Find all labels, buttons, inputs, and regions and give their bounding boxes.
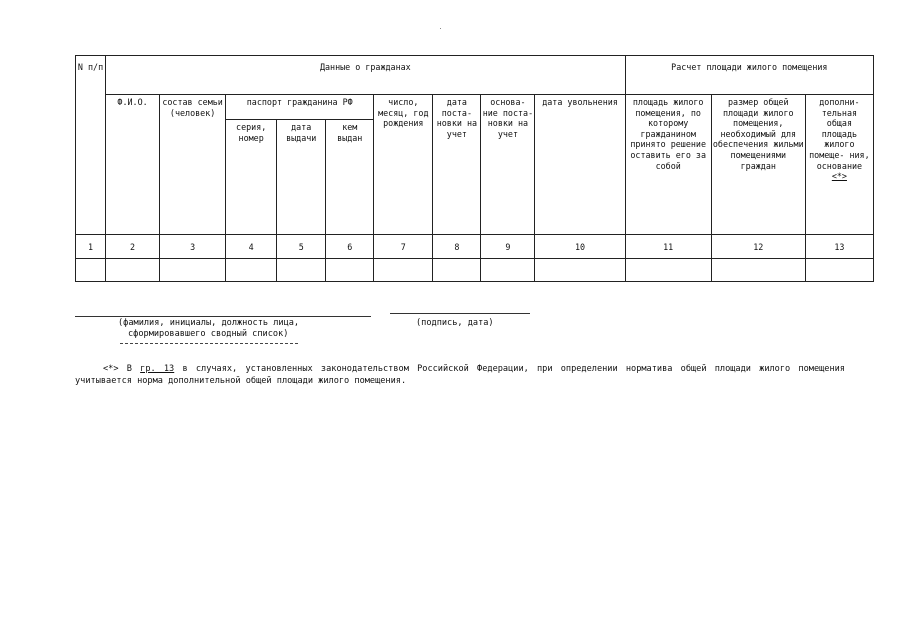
column-number: 10: [535, 235, 625, 259]
empty-cell: [106, 259, 160, 282]
header-row-1: [76, 56, 874, 95]
column-number: 13: [805, 235, 873, 259]
empty-cell: [374, 259, 433, 282]
empty-cell: [277, 259, 326, 282]
header-area-total: размер общей площади жилого помещения, необходимый для обеспечения жильми помещениями граждан: [711, 95, 805, 235]
footnote-marker: <*> В: [103, 364, 132, 374]
column-number: 6: [326, 235, 374, 259]
empty-cell: [160, 259, 226, 282]
name-caption-line-1: (фамилия, инициалы, должность лица,: [118, 318, 300, 328]
empty-cell: [226, 259, 277, 282]
empty-cell: [625, 259, 711, 282]
scan-speck: [440, 28, 441, 29]
column-number: 9: [481, 235, 535, 259]
header-birth-date: число, месяц, год рождения: [374, 95, 433, 235]
footnote: [75, 364, 845, 387]
empty-cell: [535, 259, 625, 282]
column-number: 1: [76, 235, 106, 259]
header-area-extra: [805, 95, 873, 235]
empty-cell: [711, 259, 805, 282]
empty-cell: [433, 259, 481, 282]
column-number: 8: [433, 235, 481, 259]
column-number: 7: [374, 235, 433, 259]
empty-cell: [805, 259, 873, 282]
header-passport: паспорт гражданина РФ: [226, 95, 374, 120]
column-13-link[interactable]: гр. 13: [140, 364, 175, 374]
signature-date-caption: (подпись, дата): [416, 318, 494, 328]
header-number: N п/п: [76, 56, 106, 235]
header-registration-basis: основа- ние поста- новки на учет: [481, 95, 535, 235]
name-caption-line-2: сформировавшего сводный список): [128, 329, 289, 339]
column-number: 4: [226, 235, 277, 259]
header-area-extra-text: дополни- тельная общая площадь жилого помеще- ния, основание: [809, 97, 870, 171]
header-citizens-data: Данные о гражданах: [106, 56, 626, 95]
caption-underline: [120, 343, 298, 344]
header-registration-date: дата поста- новки на учет: [433, 95, 481, 235]
empty-data-row: [76, 259, 874, 282]
footnote-text: в случаях, установленных законодательством Российской Федерации, при определении норматива общей площади жилого помещения учитывается норма дополнительной общей площади жилого помещения.: [75, 364, 845, 386]
date-signature-line: [390, 313, 530, 314]
header-row-2: [76, 95, 874, 120]
header-fio: Ф.И.О.: [106, 95, 160, 235]
column-number-row: [76, 235, 874, 259]
header-area-calc: Расчет площади жилого помещения: [625, 56, 873, 95]
footnote-ref-link[interactable]: <*>: [831, 171, 847, 182]
header-passport-issue-date: дата выдачи: [277, 120, 326, 235]
header-passport-series: серия, номер: [226, 120, 277, 235]
empty-cell: [481, 259, 535, 282]
citizens-table: [75, 55, 874, 282]
name-signature-line: [75, 316, 371, 317]
column-number: 11: [625, 235, 711, 259]
header-family: состав семьи (человек): [160, 95, 226, 235]
column-number: 2: [106, 235, 160, 259]
header-dismissal-date: дата увольнения: [535, 95, 625, 235]
column-number: 3: [160, 235, 226, 259]
empty-cell: [76, 259, 106, 282]
column-number: 12: [711, 235, 805, 259]
empty-cell: [326, 259, 374, 282]
header-passport-issued-by: кем выдан: [326, 120, 374, 235]
column-number: 5: [277, 235, 326, 259]
header-area-kept: площадь жилого помещения, по которому гражданином принято решение оставить его за собой: [625, 95, 711, 235]
